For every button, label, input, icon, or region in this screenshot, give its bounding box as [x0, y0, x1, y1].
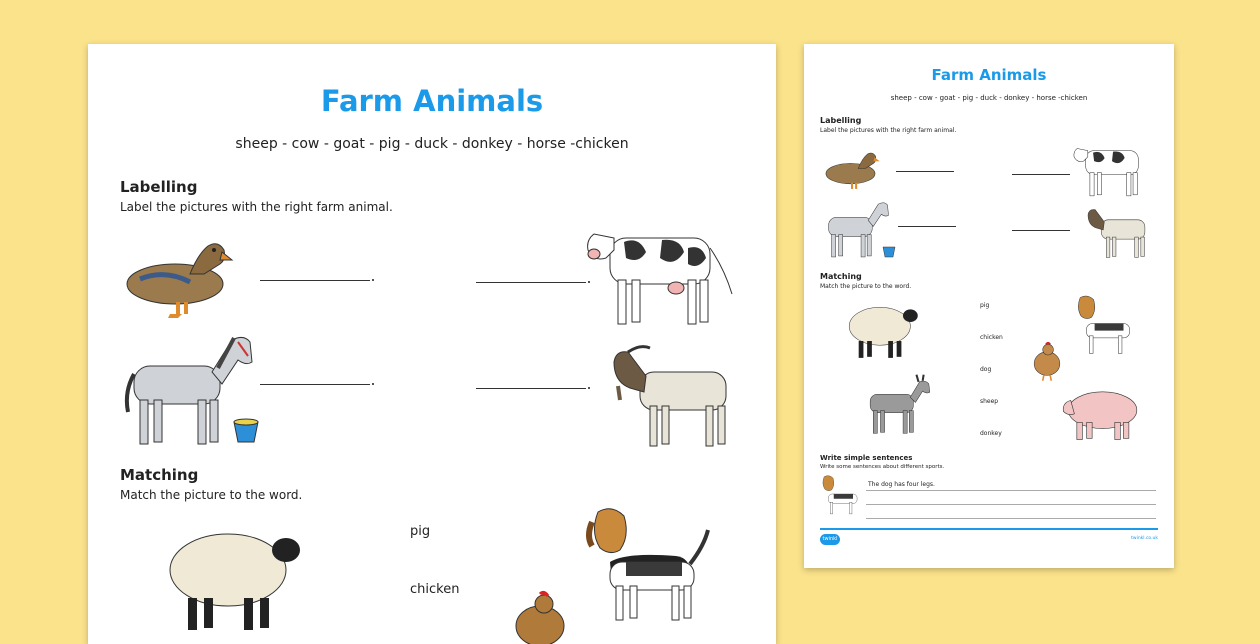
chicken-illustration	[512, 592, 568, 644]
chicken-illustration	[1032, 342, 1062, 382]
bucket-illustration	[232, 416, 260, 444]
matching-instruction: Match the picture to the word.	[820, 283, 912, 290]
writing-heading: Write simple sentences	[820, 454, 913, 462]
match-word-dog: dog	[980, 366, 992, 373]
match-word-pig: pig	[980, 302, 990, 309]
match-word-pig: pig	[410, 524, 431, 539]
match-word-sheep: sheep	[980, 398, 999, 405]
cow-illustration	[1072, 140, 1152, 198]
answer-line[interactable]	[476, 388, 586, 389]
match-word-chicken: chicken	[410, 582, 460, 597]
labelling-instruction: Label the pictures with the right farm animal.	[820, 127, 957, 134]
writing-line[interactable]	[866, 490, 1156, 491]
duck-illustration	[120, 234, 232, 320]
worksheet-title: Farm Animals	[320, 84, 544, 118]
matching-heading: Matching	[820, 272, 862, 281]
dog-illustration	[1074, 294, 1140, 356]
matching-instruction: Match the picture to the word.	[120, 488, 303, 502]
writing-line[interactable]	[866, 504, 1156, 505]
goat-illustration	[610, 342, 740, 450]
matching-heading: Matching	[120, 466, 199, 484]
pig-illustration	[1062, 382, 1148, 442]
footer-url: twinkl.co.uk	[1131, 536, 1158, 541]
match-word-chicken: chicken	[980, 334, 1003, 341]
duck-illustration	[822, 148, 880, 192]
donkey-illustration	[864, 370, 936, 440]
sheep-illustration	[168, 524, 304, 634]
answer-line[interactable]	[896, 171, 954, 172]
answer-line[interactable]	[898, 226, 956, 227]
cow-illustration	[584, 218, 736, 328]
labelling-heading: Labelling	[120, 178, 198, 196]
example-sentence: The dog has four legs.	[868, 481, 935, 488]
writing-line[interactable]	[866, 518, 1156, 519]
dog-illustration	[820, 474, 864, 516]
footer-bar	[820, 528, 1158, 530]
labelling-heading: Labelling	[820, 116, 862, 125]
labelling-instruction: Label the pictures with the right farm animal.	[120, 200, 393, 214]
answer-line[interactable]	[1012, 174, 1070, 175]
sheep-illustration	[848, 302, 920, 360]
answer-line[interactable]	[1012, 230, 1070, 231]
match-word-donkey: donkey	[980, 430, 1002, 437]
word-bank: sheep - cow - goat - pig - duck - donkey - horse -chicken	[890, 94, 1088, 102]
word-bank: sheep - cow - goat - pig - duck - donkey - horse -chicken	[235, 136, 629, 152]
worksheet-preview-large	[88, 44, 776, 644]
answer-line[interactable]	[476, 282, 586, 283]
goat-illustration	[1086, 204, 1152, 260]
answer-line[interactable]	[260, 280, 370, 281]
worksheet-title: Farm Animals	[931, 66, 1047, 84]
answer-line[interactable]	[260, 384, 370, 385]
twinkl-logo: twinkl	[820, 534, 840, 545]
bucket-illustration	[882, 244, 896, 258]
writing-instruction: Write some sentences about different sports.	[820, 464, 945, 470]
worksheet-preview-small	[804, 44, 1174, 568]
dog-illustration	[586, 506, 714, 624]
